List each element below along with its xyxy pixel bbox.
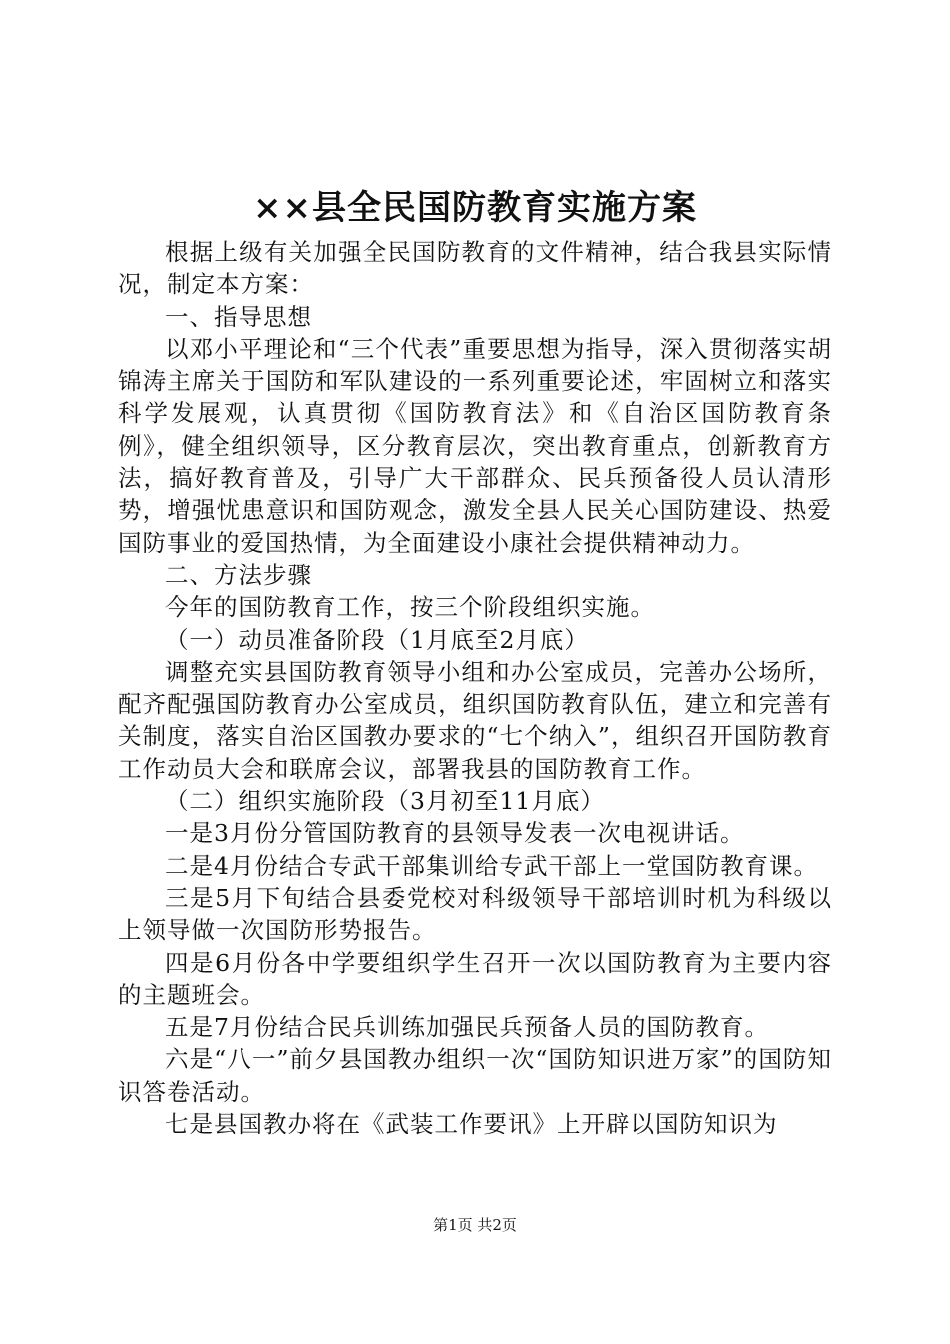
list-item-1: 一是3月份分管国防教育的县领导发表一次电视讲话。 bbox=[165, 819, 745, 848]
paragraph-three-stages: 今年的国防教育工作，按三个阶段组织实施。 bbox=[165, 593, 655, 622]
section-heading-guiding-ideology: 一、指导思想 bbox=[165, 302, 312, 331]
section-heading-methods-steps: 二、方法步骤 bbox=[165, 560, 312, 589]
page-number-footer: 第1页 共2页 bbox=[433, 1216, 517, 1234]
document-body bbox=[118, 236, 832, 1140]
list-item-5: 五是7月份结合民兵训练加强民兵预备人员的国防教育。 bbox=[165, 1013, 769, 1042]
paragraph-intro: 根据上级有关加强全民国防教育的文件精神，结合我县实际情况，制定本方案： bbox=[118, 238, 832, 299]
list-item-2: 二是4月份结合专武干部集训给专武干部上一堂国防教育课。 bbox=[165, 851, 818, 880]
list-item-6: 六是“八一”前夕县国教办组织一次“国防知识进万家”的国防知识答卷活动。 bbox=[118, 1045, 832, 1106]
list-item-7: 七是县国教办将在《武装工作要讯》上开辟以国防知识为 bbox=[165, 1110, 778, 1139]
list-item-3: 三是5月下旬结合县委党校对科级领导干部培训时机为科级以上领导做一次国防形势报告。 bbox=[118, 883, 832, 945]
paragraph-guiding-ideology: 以邓小平理论和“三个代表”重要思想为指导，深入贯彻落实胡锦涛主席关于国防和军队建设的一系列重要论述，牢固树立和落实科学发展观，认真贯彻《国防教育法》和《自治区国防教育条例》，健全组织领导，区分教育层次，突出教育重点，创新教育方法，搞好教育普及，引导广大干部群众、民兵预备役人员认清形势，增强忧患意识和国防观念，激发全县人民关心国防建设、热爱国防事业的爱国热情，为全面建设小康社会提供精神动力。 bbox=[118, 334, 832, 557]
paragraph-mobilization-stage: 调整充实县国防教育领导小组和办公室成员，完善办公场所，配齐配强国防教育办公室成员，组织国防教育队伍，建立和完善有关制度，落实自治区国教办要求的“七个纳入”，组织召开国防教育工作动员大会和联席会议，部署我县的国防教育工作。 bbox=[118, 657, 832, 783]
document-title: ××县全民国防教育实施方案 bbox=[253, 188, 697, 228]
subheading-mobilization-stage: （一）动员准备阶段（1月底至2月底） bbox=[165, 625, 589, 654]
subheading-implementation-stage: （二）组织实施阶段（3月初至11月底） bbox=[165, 787, 605, 816]
list-item-4: 四是6月份各中学要组织学生召开一次以国防教育为主要内容的主题班会。 bbox=[118, 948, 832, 1009]
